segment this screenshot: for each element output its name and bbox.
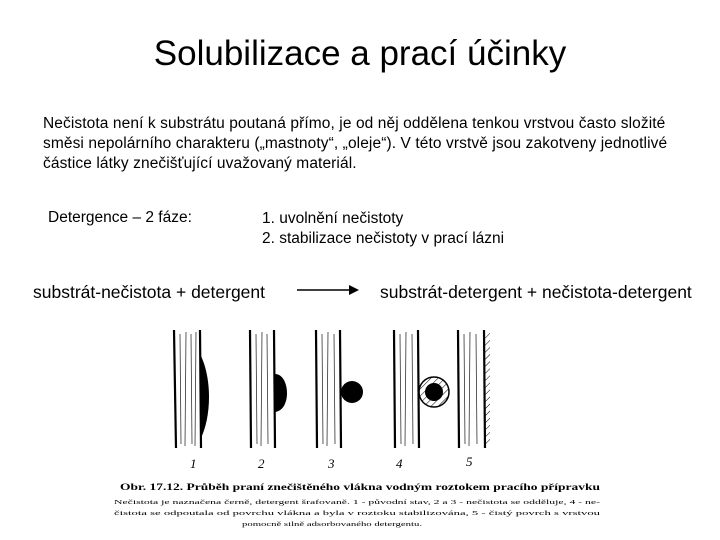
intro-line: Nečistota není k substrátu poutaná přímo, je od něj oddělena tenkou vrstvou často složité bbox=[43, 115, 666, 132]
intro-line: směsi nepolárního charakteru („mastnoty“, „oleje“). V této vrstvě jsou zakotveny jednotlivé bbox=[43, 135, 668, 152]
washing-process-figure bbox=[112, 322, 612, 534]
fiber-stage-2 bbox=[250, 330, 287, 448]
figure-caption-line: Nečistota je naznačena černě, detergent šrafovaně. 1 - původní stav, 2 a 3 - nečistota se odděluje, 4 - ne- bbox=[114, 499, 600, 506]
detergence-step: 1. uvolnění nečistoty bbox=[262, 210, 404, 227]
page-title: Solubilizace a prací účinky bbox=[153, 34, 567, 73]
equation-reactants: substrát-nečistota + detergent bbox=[33, 282, 266, 302]
detergence-steps bbox=[262, 209, 504, 249]
intro-line: částice látky znečišťující uvažovaný materiál. bbox=[43, 155, 357, 172]
dirt-layer bbox=[200, 354, 209, 440]
stage-number: 3 bbox=[328, 456, 335, 471]
fiber-stage-4 bbox=[394, 330, 449, 448]
dirt-particle bbox=[275, 374, 287, 412]
reaction-arrow-icon bbox=[297, 283, 361, 297]
dirt-particle bbox=[341, 381, 363, 403]
figure-caption-title: Obr. 17.12. Průběh praní znečištěného vlákna vodným roztokem pracího přípravku bbox=[120, 483, 459, 493]
stage-number: 4 bbox=[396, 456, 403, 471]
dirt-particle bbox=[425, 383, 443, 401]
stage-number: 5 bbox=[466, 454, 473, 469]
fiber-stage-3 bbox=[316, 330, 363, 448]
detergence-step: 2. stabilizace nečistoty v prací lázni bbox=[262, 230, 505, 247]
figure-caption-line: pomocně silně adsorbovaného detergentu. bbox=[242, 521, 423, 528]
stage-number: 1 bbox=[190, 456, 197, 471]
fiber-stage-1 bbox=[174, 330, 209, 448]
fiber-stage-5 bbox=[458, 330, 490, 448]
equation-products: substrát-detergent + nečistota-detergent bbox=[380, 282, 692, 302]
intro-paragraph bbox=[43, 114, 688, 174]
detergence-label: Detergence – 2 fáze: bbox=[48, 209, 192, 226]
figure-caption-line: čistota se odpoutala od povrchu vlákna a byla v roztoku stabilizována, 5 - čistý povrch s vrstvou bbox=[114, 510, 602, 517]
detergent-layer bbox=[485, 332, 490, 446]
stage-number: 2 bbox=[258, 456, 265, 471]
